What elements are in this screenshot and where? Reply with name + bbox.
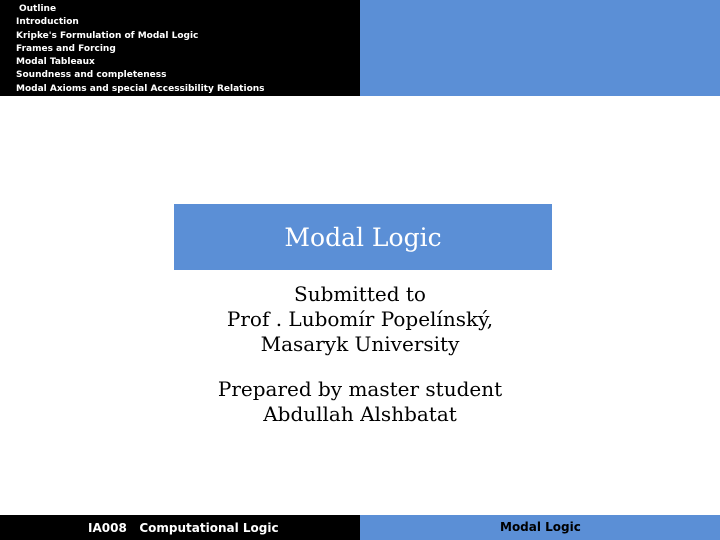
title-banner xyxy=(174,204,552,270)
prepared-block xyxy=(0,377,720,427)
nav-item-introduction[interactable]: Introduction xyxy=(16,17,79,28)
outline-panel xyxy=(0,0,360,96)
nav-item-outline[interactable]: Outline xyxy=(19,4,57,14)
header-bar xyxy=(0,0,720,96)
header-accent-panel xyxy=(360,0,720,96)
nav-item-modal-tableaux[interactable]: Modal Tableaux xyxy=(16,57,95,68)
nav-item-modal-axioms[interactable]: Modal Axioms and special Accessibility Relations xyxy=(16,83,265,94)
slide-title: Modal Logic xyxy=(284,222,442,252)
submitted-block xyxy=(0,282,720,357)
footer-bar xyxy=(0,515,720,540)
prepared-line: Abdullah Alshbatat xyxy=(263,402,457,426)
nav-item-soundness-completeness[interactable]: Soundness and completeness xyxy=(16,70,167,81)
footer-title-label: Modal Logic xyxy=(500,520,581,534)
outline-nav xyxy=(16,3,265,96)
footer-left-panel xyxy=(0,515,360,540)
submitted-line: Submitted to xyxy=(294,282,426,306)
nav-item-kripke-formulation[interactable]: Kripke's Formulation of Modal Logic xyxy=(16,30,199,41)
prepared-line: Prepared by master student xyxy=(217,377,503,401)
footer-right-panel xyxy=(360,515,720,540)
nav-item-frames-and-forcing[interactable]: Frames and Forcing xyxy=(16,43,116,54)
submitted-line: Masaryk University xyxy=(260,332,460,356)
submitted-line: Prof . Lubomír Popelínský, xyxy=(226,307,494,331)
footer-course-label: IA008 Computational Logic xyxy=(88,521,279,535)
